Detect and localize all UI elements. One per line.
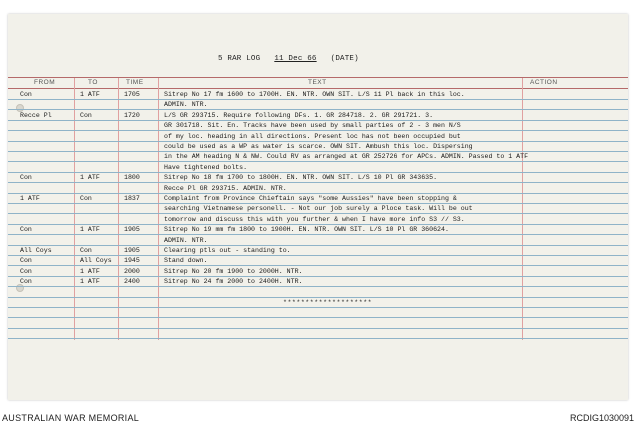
entry-to: 1 ATF bbox=[80, 174, 100, 182]
col-to: TO bbox=[88, 79, 98, 86]
entry-text-line: Sitrep No 24 fm 2000 to 2400H. NTR. bbox=[164, 278, 303, 286]
log-sheet bbox=[8, 14, 628, 400]
entry-text-line: ADMIN. NTR. bbox=[164, 236, 208, 244]
header-rule-top bbox=[8, 77, 628, 78]
entry-time: 2000 bbox=[124, 267, 140, 275]
entry-to: 1 ATF bbox=[80, 226, 100, 234]
ruled-line bbox=[8, 276, 628, 277]
entry-text-line: ADMIN. NTR. bbox=[164, 101, 208, 109]
ruled-line bbox=[8, 99, 628, 100]
entry-from: Con bbox=[20, 174, 32, 182]
ruled-line bbox=[8, 172, 628, 173]
entry-text-line: Sitrep No 18 fm 1700 to 1800H. EN. NTR. OWN SIT. L/S 10 Pl GR 343635. bbox=[164, 174, 438, 182]
entry-text-line: tomorrow and discuss this with you further & when I have more info S3 // S3. bbox=[164, 215, 465, 223]
entry-text-line: of my loc. heading in all directions. Present loc has not been occupied but bbox=[164, 132, 461, 140]
log-date: 11 Dec 66 bbox=[274, 55, 317, 63]
col-divider bbox=[74, 78, 75, 340]
entry-text-line: Have tightened bolts. bbox=[164, 163, 248, 171]
col-from: FROM bbox=[34, 79, 56, 86]
entry-text-line: Clearing ptls out - standing to. bbox=[164, 247, 291, 254]
ruled-line bbox=[8, 265, 628, 266]
entry-text-line: Stand down. bbox=[164, 257, 208, 265]
punch-hole bbox=[16, 104, 24, 112]
entry-text-line: Sitrep No 20 fm 1900 to 2000H. NTR. bbox=[164, 267, 303, 275]
entry-from: Con bbox=[20, 267, 32, 275]
unit-name: 5 RAR LOG bbox=[218, 55, 261, 63]
entry-text-line: Sitrep No 17 fm 1600 to 1700H. EN. NTR. OWN SIT. L/S 11 Pl back in this loc. bbox=[164, 91, 465, 98]
entry-to: Con bbox=[80, 111, 92, 119]
entry-from: Recce Pl bbox=[20, 111, 52, 119]
entry-to: 1 ATF bbox=[80, 91, 100, 98]
entry-time: 1945 bbox=[124, 257, 140, 265]
ruled-line bbox=[8, 286, 628, 287]
ruled-line bbox=[8, 109, 628, 110]
ruled-line bbox=[8, 193, 628, 194]
ruled-line bbox=[8, 213, 628, 214]
ruled-line bbox=[8, 245, 628, 246]
ruled-line bbox=[8, 161, 628, 162]
ruled-line bbox=[8, 151, 628, 152]
entry-to: All Coys bbox=[80, 257, 112, 265]
entry-to: 1 ATF bbox=[80, 278, 100, 286]
source-credit: AUSTRALIAN WAR MEMORIAL bbox=[2, 413, 140, 423]
col-time: TIME bbox=[126, 79, 144, 86]
entry-time: 1837 bbox=[124, 195, 140, 202]
ruled-line bbox=[8, 328, 628, 329]
entry-from: Con bbox=[20, 257, 32, 265]
entry-to: 1 ATF bbox=[80, 267, 100, 275]
entry-text-line: L/S GR 293715. Require following DFs. 1. GR 284718. 2. GR 291721. 3. bbox=[164, 111, 434, 119]
col-action: ACTION bbox=[530, 79, 558, 86]
ruled-line bbox=[8, 130, 628, 131]
col-divider bbox=[522, 78, 523, 340]
ruled-line bbox=[8, 182, 628, 183]
entry-from: 1 ATF bbox=[20, 195, 40, 202]
entry-time: 1905 bbox=[124, 226, 140, 234]
ruled-line bbox=[8, 297, 628, 298]
col-divider bbox=[158, 78, 159, 340]
ruled-line bbox=[8, 307, 628, 308]
entry-text-line: Sitrep No 19 mm fm 1800 to 1900H. EN. NTR. OWN SIT. L/S 10 Pl GR 360624. bbox=[164, 226, 449, 234]
end-marker: ******************** bbox=[283, 299, 373, 306]
entry-text-line: Complaint from Province Chieftain says "some Aussies" have been stopping & bbox=[164, 195, 457, 202]
entry-text-line: in the AM heading N & NW. Could RV as arranged at GR 252726 for APCs. ADMIN. Passed to 1 ATF bbox=[164, 153, 529, 161]
entry-time: 1705 bbox=[124, 91, 140, 98]
entry-from: Con bbox=[20, 226, 32, 234]
log-title bbox=[218, 55, 478, 63]
date-label: (DATE) bbox=[330, 55, 359, 63]
entry-time: 1720 bbox=[124, 111, 140, 119]
entry-to: Con bbox=[80, 247, 92, 254]
ruled-line bbox=[8, 203, 628, 204]
entry-to: Con bbox=[80, 195, 92, 202]
entry-text-line: could be used as a WP as water is scarce. OWN SIT. Ambush this loc. Dispersing bbox=[164, 142, 473, 150]
reference-id: RCDIG1030091 bbox=[569, 413, 634, 423]
entry-time: 1905 bbox=[124, 247, 140, 254]
entry-time: 1800 bbox=[124, 174, 140, 182]
header-rule-bottom bbox=[8, 88, 628, 89]
punch-hole bbox=[16, 284, 24, 292]
entry-from: All Coys bbox=[20, 247, 52, 254]
ruled-line bbox=[8, 141, 628, 142]
entry-text-line: searching Vietnamese personell. - Not our job surely a Ploce task. Will be out bbox=[164, 205, 473, 213]
ruled-line bbox=[8, 317, 628, 318]
ruled-line bbox=[8, 224, 628, 225]
col-divider bbox=[118, 78, 119, 340]
entry-text-line: Recce Pl GR 293715. ADMIN. NTR. bbox=[164, 184, 287, 192]
col-text: TEXT bbox=[308, 79, 327, 86]
ruled-line bbox=[8, 120, 628, 121]
ruled-line bbox=[8, 255, 628, 256]
entry-from: Con bbox=[20, 278, 32, 286]
entry-from: Con bbox=[20, 91, 32, 98]
entry-time: 2400 bbox=[124, 278, 140, 286]
entry-text-line: GR 301718. Sit. En. Tracks have been used by small parties of 2 - 3 men N/S bbox=[164, 122, 461, 130]
ruled-line bbox=[8, 338, 628, 339]
ruled-line bbox=[8, 234, 628, 235]
